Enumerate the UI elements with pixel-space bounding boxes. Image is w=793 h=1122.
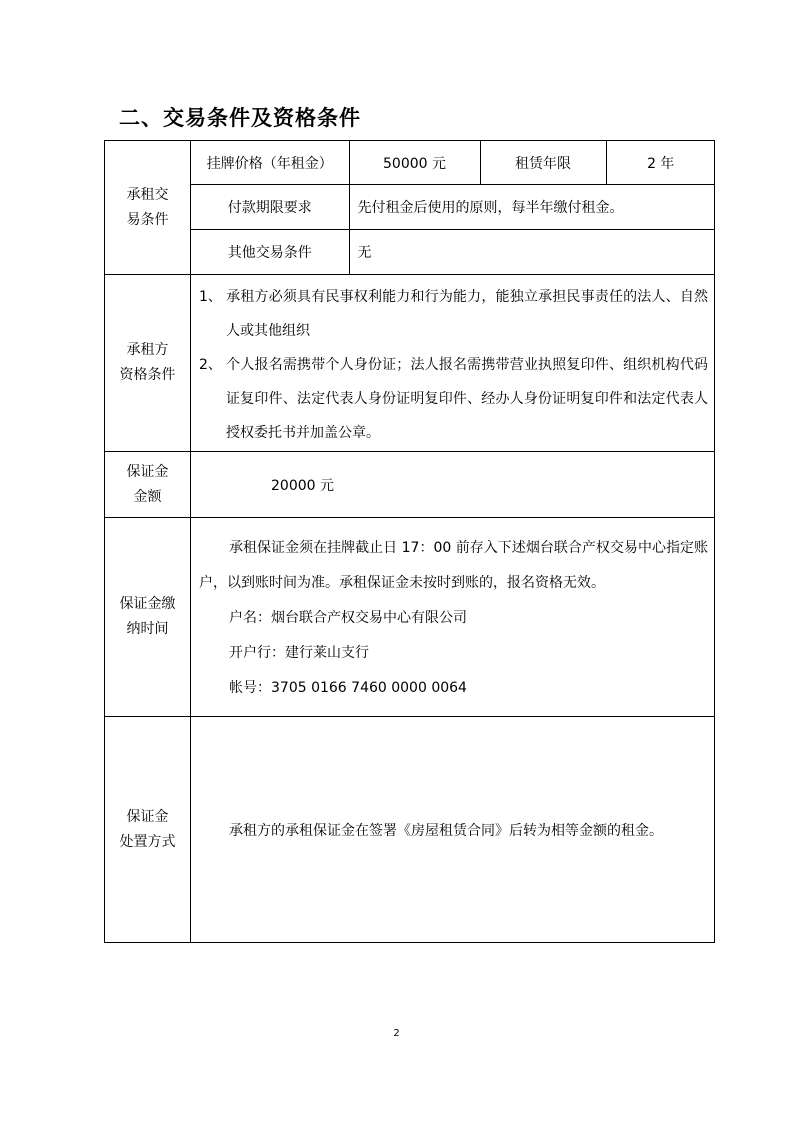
payment-time-cell <box>191 518 715 717</box>
qualification-row <box>105 275 715 452</box>
listing-price-label: 挂牌价格（年租金） <box>191 141 349 185</box>
lease-term-label: 租赁年限 <box>480 141 606 185</box>
payment-terms-label: 付款期限要求 <box>191 185 349 230</box>
other-conditions-label: 其他交易条件 <box>191 230 349 275</box>
payment-terms-value: 先付租金后使用的原则，每半年缴付租金。 <box>349 185 715 230</box>
disposal-cell <box>191 717 715 943</box>
deposit-amount-label: 保证金 金额 <box>105 452 191 518</box>
page-number: 2 <box>393 1028 400 1039</box>
trade-conditions-subtable <box>191 141 715 274</box>
deposit-amount-value: 20000 元 <box>271 477 334 494</box>
qualification-cell <box>191 275 715 452</box>
qualification-item: 2、 个人报名需携带个人身份证；法人报名需携带营业执照复印件、组织机构代码证复印件、法定代表人身份证明复印件、经办人身份证明复印件和法定代表人授权委托书并加盖公章。 <box>199 357 708 441</box>
section-heading: 二、交易条件及资格条件 <box>119 106 361 130</box>
payment-time-row <box>105 518 715 717</box>
other-conditions-value: 无 <box>349 230 715 275</box>
conditions-table <box>104 140 715 943</box>
qualification-label: 承租方 资格条件 <box>105 275 191 452</box>
listing-price-value: 50000 元 <box>349 141 480 185</box>
bank-name: 开户行：建行莱山支行 <box>229 644 369 661</box>
disposal-label: 保证金 处置方式 <box>105 717 191 943</box>
disposal-text: 承租方的承租保证金在签署《房屋租赁合同》后转为相等金额的租金。 <box>229 822 663 839</box>
disposal-row <box>105 717 715 943</box>
trade-conditions-label: 承租交 易条件 <box>105 141 191 275</box>
trade-conditions-row <box>105 141 715 275</box>
account-number: 帐号：3705 0166 7460 0000 0064 <box>229 679 467 696</box>
deposit-amount-cell <box>191 452 715 518</box>
account-name: 户名：烟台联合产权交易中心有限公司 <box>229 609 467 626</box>
payment-time-paragraph: 承租保证金须在挂牌截止日 17：00 前存入下述烟台联合产权交易中心指定账户，以到账时间为准。承租保证金未按时到账的，报名资格无效。 <box>199 539 708 591</box>
qualification-item: 1、 承租方必须具有民事权利能力和行为能力，能独立承担民事责任的法人、自然人或其他组织 <box>199 289 708 339</box>
trade-conditions-cell <box>191 141 715 275</box>
deposit-amount-row <box>105 452 715 518</box>
payment-time-label: 保证金缴 纳时间 <box>105 518 191 717</box>
lease-term-value: 2 年 <box>606 141 715 185</box>
